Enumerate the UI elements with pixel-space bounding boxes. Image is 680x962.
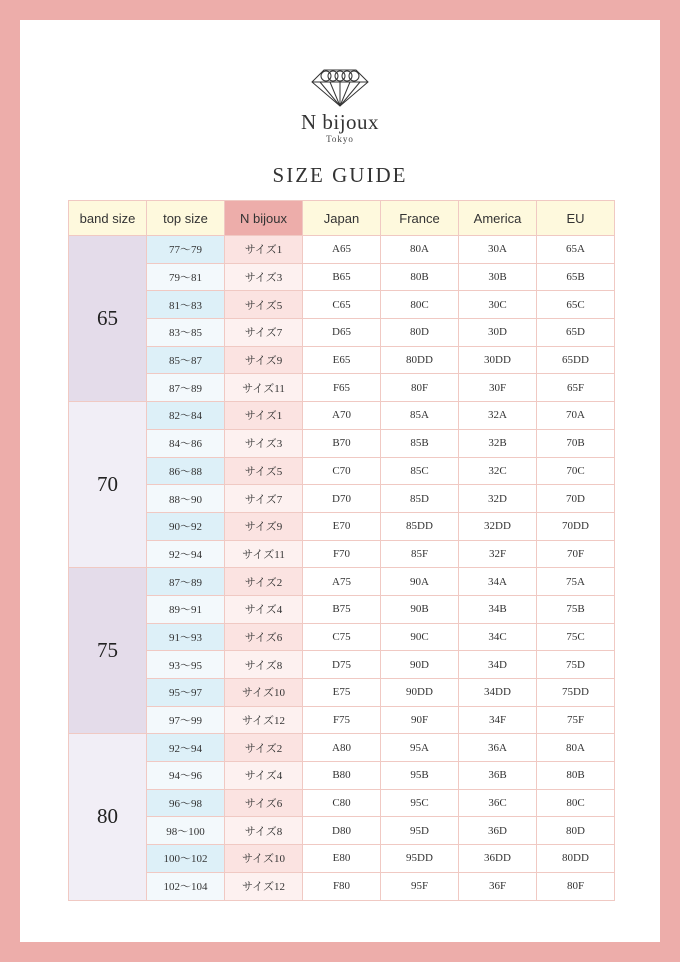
top-size-cell: 95～97 — [147, 679, 225, 707]
top-size-cell: 97～99 — [147, 706, 225, 734]
table-row — [69, 485, 615, 513]
america-size-cell: 36C — [459, 789, 537, 817]
table-row — [69, 374, 615, 402]
table-row — [69, 540, 615, 568]
eu-size-cell: 65A — [537, 236, 615, 264]
america-size-cell: 36F — [459, 872, 537, 900]
table-row — [69, 706, 615, 734]
france-size-cell: 90C — [381, 623, 459, 651]
france-size-cell: 95A — [381, 734, 459, 762]
top-size-cell: 98～100 — [147, 817, 225, 845]
n-bijoux-size-cell: サイズ8 — [225, 817, 303, 845]
japan-size-cell: D70 — [303, 485, 381, 513]
band-size-cell: 75 — [69, 568, 147, 734]
table-row — [69, 845, 615, 873]
japan-size-cell: B80 — [303, 762, 381, 790]
japan-size-cell: D80 — [303, 817, 381, 845]
america-size-cell: 32D — [459, 485, 537, 513]
france-size-cell: 80DD — [381, 346, 459, 374]
france-size-cell: 90D — [381, 651, 459, 679]
table-row — [69, 762, 615, 790]
n-bijoux-size-cell: サイズ7 — [225, 319, 303, 347]
japan-size-cell: F65 — [303, 374, 381, 402]
table-row — [69, 291, 615, 319]
america-size-cell: 36DD — [459, 845, 537, 873]
eu-size-cell: 80A — [537, 734, 615, 762]
france-size-cell: 80D — [381, 319, 459, 347]
america-size-cell: 34B — [459, 595, 537, 623]
n-bijoux-size-cell: サイズ4 — [225, 595, 303, 623]
n-bijoux-size-cell: サイズ11 — [225, 374, 303, 402]
france-size-cell: 95F — [381, 872, 459, 900]
france-size-cell: 90B — [381, 595, 459, 623]
eu-size-cell: 75DD — [537, 679, 615, 707]
america-size-cell: 30DD — [459, 346, 537, 374]
table-row — [69, 623, 615, 651]
top-size-cell: 92～94 — [147, 734, 225, 762]
column-header-band-size: band size — [69, 201, 147, 236]
france-size-cell: 85C — [381, 457, 459, 485]
table-row — [69, 817, 615, 845]
eu-size-cell: 65B — [537, 263, 615, 291]
america-size-cell: 32C — [459, 457, 537, 485]
eu-size-cell: 75B — [537, 595, 615, 623]
page-title: SIZE GUIDE — [272, 163, 408, 187]
eu-size-cell: 75F — [537, 706, 615, 734]
eu-size-cell: 70C — [537, 457, 615, 485]
japan-size-cell: D75 — [303, 651, 381, 679]
top-size-cell: 81～83 — [147, 291, 225, 319]
n-bijoux-size-cell: サイズ12 — [225, 872, 303, 900]
column-header-france: France — [381, 201, 459, 236]
table-row — [69, 346, 615, 374]
japan-size-cell: B75 — [303, 595, 381, 623]
n-bijoux-size-cell: サイズ7 — [225, 485, 303, 513]
america-size-cell: 30A — [459, 236, 537, 264]
brand-city: Tokyo — [326, 134, 354, 144]
n-bijoux-size-cell: サイズ3 — [225, 263, 303, 291]
japan-size-cell: A65 — [303, 236, 381, 264]
n-bijoux-size-cell: サイズ2 — [225, 734, 303, 762]
n-bijoux-size-cell: サイズ6 — [225, 623, 303, 651]
eu-size-cell: 65D — [537, 319, 615, 347]
eu-size-cell: 70F — [537, 540, 615, 568]
table-row — [69, 872, 615, 900]
top-size-cell: 93～95 — [147, 651, 225, 679]
japan-size-cell: E80 — [303, 845, 381, 873]
table-row — [69, 236, 615, 264]
france-size-cell: 90F — [381, 706, 459, 734]
top-size-cell: 90～92 — [147, 512, 225, 540]
table-row — [69, 734, 615, 762]
eu-size-cell: 70A — [537, 402, 615, 430]
america-size-cell: 36A — [459, 734, 537, 762]
eu-size-cell: 70B — [537, 429, 615, 457]
japan-size-cell: F75 — [303, 706, 381, 734]
column-header-eu: EU — [537, 201, 615, 236]
column-header-n-bijoux: N bijoux — [225, 201, 303, 236]
n-bijoux-size-cell: サイズ5 — [225, 457, 303, 485]
france-size-cell: 80C — [381, 291, 459, 319]
america-size-cell: 34A — [459, 568, 537, 596]
n-bijoux-size-cell: サイズ6 — [225, 789, 303, 817]
n-bijoux-size-cell: サイズ10 — [225, 679, 303, 707]
america-size-cell: 34C — [459, 623, 537, 651]
america-size-cell: 32DD — [459, 512, 537, 540]
japan-size-cell: C70 — [303, 457, 381, 485]
top-size-cell: 94～96 — [147, 762, 225, 790]
eu-size-cell: 80F — [537, 872, 615, 900]
top-size-cell: 87～89 — [147, 568, 225, 596]
diamond-icon — [310, 68, 370, 108]
column-header-top-size: top size — [147, 201, 225, 236]
france-size-cell: 95B — [381, 762, 459, 790]
top-size-cell: 88～90 — [147, 485, 225, 513]
france-size-cell: 95C — [381, 789, 459, 817]
n-bijoux-size-cell: サイズ10 — [225, 845, 303, 873]
america-size-cell: 30D — [459, 319, 537, 347]
table-row — [69, 457, 615, 485]
table-row — [69, 679, 615, 707]
japan-size-cell: C80 — [303, 789, 381, 817]
band-size-cell: 70 — [69, 402, 147, 568]
top-size-cell: 83～85 — [147, 319, 225, 347]
top-size-cell: 102～104 — [147, 872, 225, 900]
japan-size-cell: A75 — [303, 568, 381, 596]
band-size-cell: 80 — [69, 734, 147, 900]
n-bijoux-size-cell: サイズ4 — [225, 762, 303, 790]
n-bijoux-size-cell: サイズ3 — [225, 429, 303, 457]
eu-size-cell: 70DD — [537, 512, 615, 540]
table-row — [69, 568, 615, 596]
n-bijoux-size-cell: サイズ1 — [225, 402, 303, 430]
top-size-cell: 92～94 — [147, 540, 225, 568]
america-size-cell: 32A — [459, 402, 537, 430]
top-size-cell: 91～93 — [147, 623, 225, 651]
eu-size-cell: 80C — [537, 789, 615, 817]
eu-size-cell: 80B — [537, 762, 615, 790]
japan-size-cell: E65 — [303, 346, 381, 374]
america-size-cell: 30C — [459, 291, 537, 319]
eu-size-cell: 80D — [537, 817, 615, 845]
n-bijoux-size-cell: サイズ2 — [225, 568, 303, 596]
eu-size-cell: 65DD — [537, 346, 615, 374]
america-size-cell: 36D — [459, 817, 537, 845]
japan-size-cell: F80 — [303, 872, 381, 900]
top-size-cell: 79～81 — [147, 263, 225, 291]
america-size-cell: 32B — [459, 429, 537, 457]
france-size-cell: 95D — [381, 817, 459, 845]
america-size-cell: 30B — [459, 263, 537, 291]
table-row — [69, 263, 615, 291]
table-header-row — [69, 201, 615, 236]
america-size-cell: 34F — [459, 706, 537, 734]
america-size-cell: 34DD — [459, 679, 537, 707]
japan-size-cell: B65 — [303, 263, 381, 291]
eu-size-cell: 65F — [537, 374, 615, 402]
america-size-cell: 34D — [459, 651, 537, 679]
top-size-cell: 100～102 — [147, 845, 225, 873]
table-row — [69, 651, 615, 679]
n-bijoux-size-cell: サイズ12 — [225, 706, 303, 734]
top-size-cell: 87～89 — [147, 374, 225, 402]
n-bijoux-size-cell: サイズ8 — [225, 651, 303, 679]
france-size-cell: 90A — [381, 568, 459, 596]
america-size-cell: 32F — [459, 540, 537, 568]
top-size-cell: 86～88 — [147, 457, 225, 485]
france-size-cell: 80B — [381, 263, 459, 291]
top-size-cell: 82～84 — [147, 402, 225, 430]
eu-size-cell: 75A — [537, 568, 615, 596]
japan-size-cell: C75 — [303, 623, 381, 651]
france-size-cell: 90DD — [381, 679, 459, 707]
france-size-cell: 80F — [381, 374, 459, 402]
table-row — [69, 512, 615, 540]
japan-size-cell: C65 — [303, 291, 381, 319]
eu-size-cell: 65C — [537, 291, 615, 319]
size-guide-table — [68, 200, 615, 901]
top-size-cell: 89～91 — [147, 595, 225, 623]
n-bijoux-size-cell: サイズ5 — [225, 291, 303, 319]
table-row — [69, 789, 615, 817]
size-guide-card — [20, 20, 660, 942]
table-row — [69, 595, 615, 623]
france-size-cell: 85F — [381, 540, 459, 568]
table-row — [69, 429, 615, 457]
france-size-cell: 80A — [381, 236, 459, 264]
japan-size-cell: A80 — [303, 734, 381, 762]
table-row — [69, 319, 615, 347]
japan-size-cell: A70 — [303, 402, 381, 430]
france-size-cell: 85B — [381, 429, 459, 457]
france-size-cell: 85DD — [381, 512, 459, 540]
france-size-cell: 95DD — [381, 845, 459, 873]
n-bijoux-size-cell: サイズ9 — [225, 512, 303, 540]
column-header-japan: Japan — [303, 201, 381, 236]
america-size-cell: 30F — [459, 374, 537, 402]
eu-size-cell: 70D — [537, 485, 615, 513]
brand-logo — [20, 68, 660, 144]
eu-size-cell: 80DD — [537, 845, 615, 873]
n-bijoux-size-cell: サイズ9 — [225, 346, 303, 374]
top-size-cell: 84～86 — [147, 429, 225, 457]
table-row — [69, 402, 615, 430]
top-size-cell: 77～79 — [147, 236, 225, 264]
japan-size-cell: E70 — [303, 512, 381, 540]
eu-size-cell: 75C — [537, 623, 615, 651]
n-bijoux-size-cell: サイズ1 — [225, 236, 303, 264]
band-size-cell: 65 — [69, 236, 147, 402]
brand-name: N bijoux — [300, 110, 380, 134]
japan-size-cell: D65 — [303, 319, 381, 347]
america-size-cell: 36B — [459, 762, 537, 790]
top-size-cell: 85～87 — [147, 346, 225, 374]
france-size-cell: 85A — [381, 402, 459, 430]
column-header-america: America — [459, 201, 537, 236]
top-size-cell: 96～98 — [147, 789, 225, 817]
n-bijoux-size-cell: サイズ11 — [225, 540, 303, 568]
japan-size-cell: E75 — [303, 679, 381, 707]
japan-size-cell: B70 — [303, 429, 381, 457]
france-size-cell: 85D — [381, 485, 459, 513]
japan-size-cell: F70 — [303, 540, 381, 568]
eu-size-cell: 75D — [537, 651, 615, 679]
